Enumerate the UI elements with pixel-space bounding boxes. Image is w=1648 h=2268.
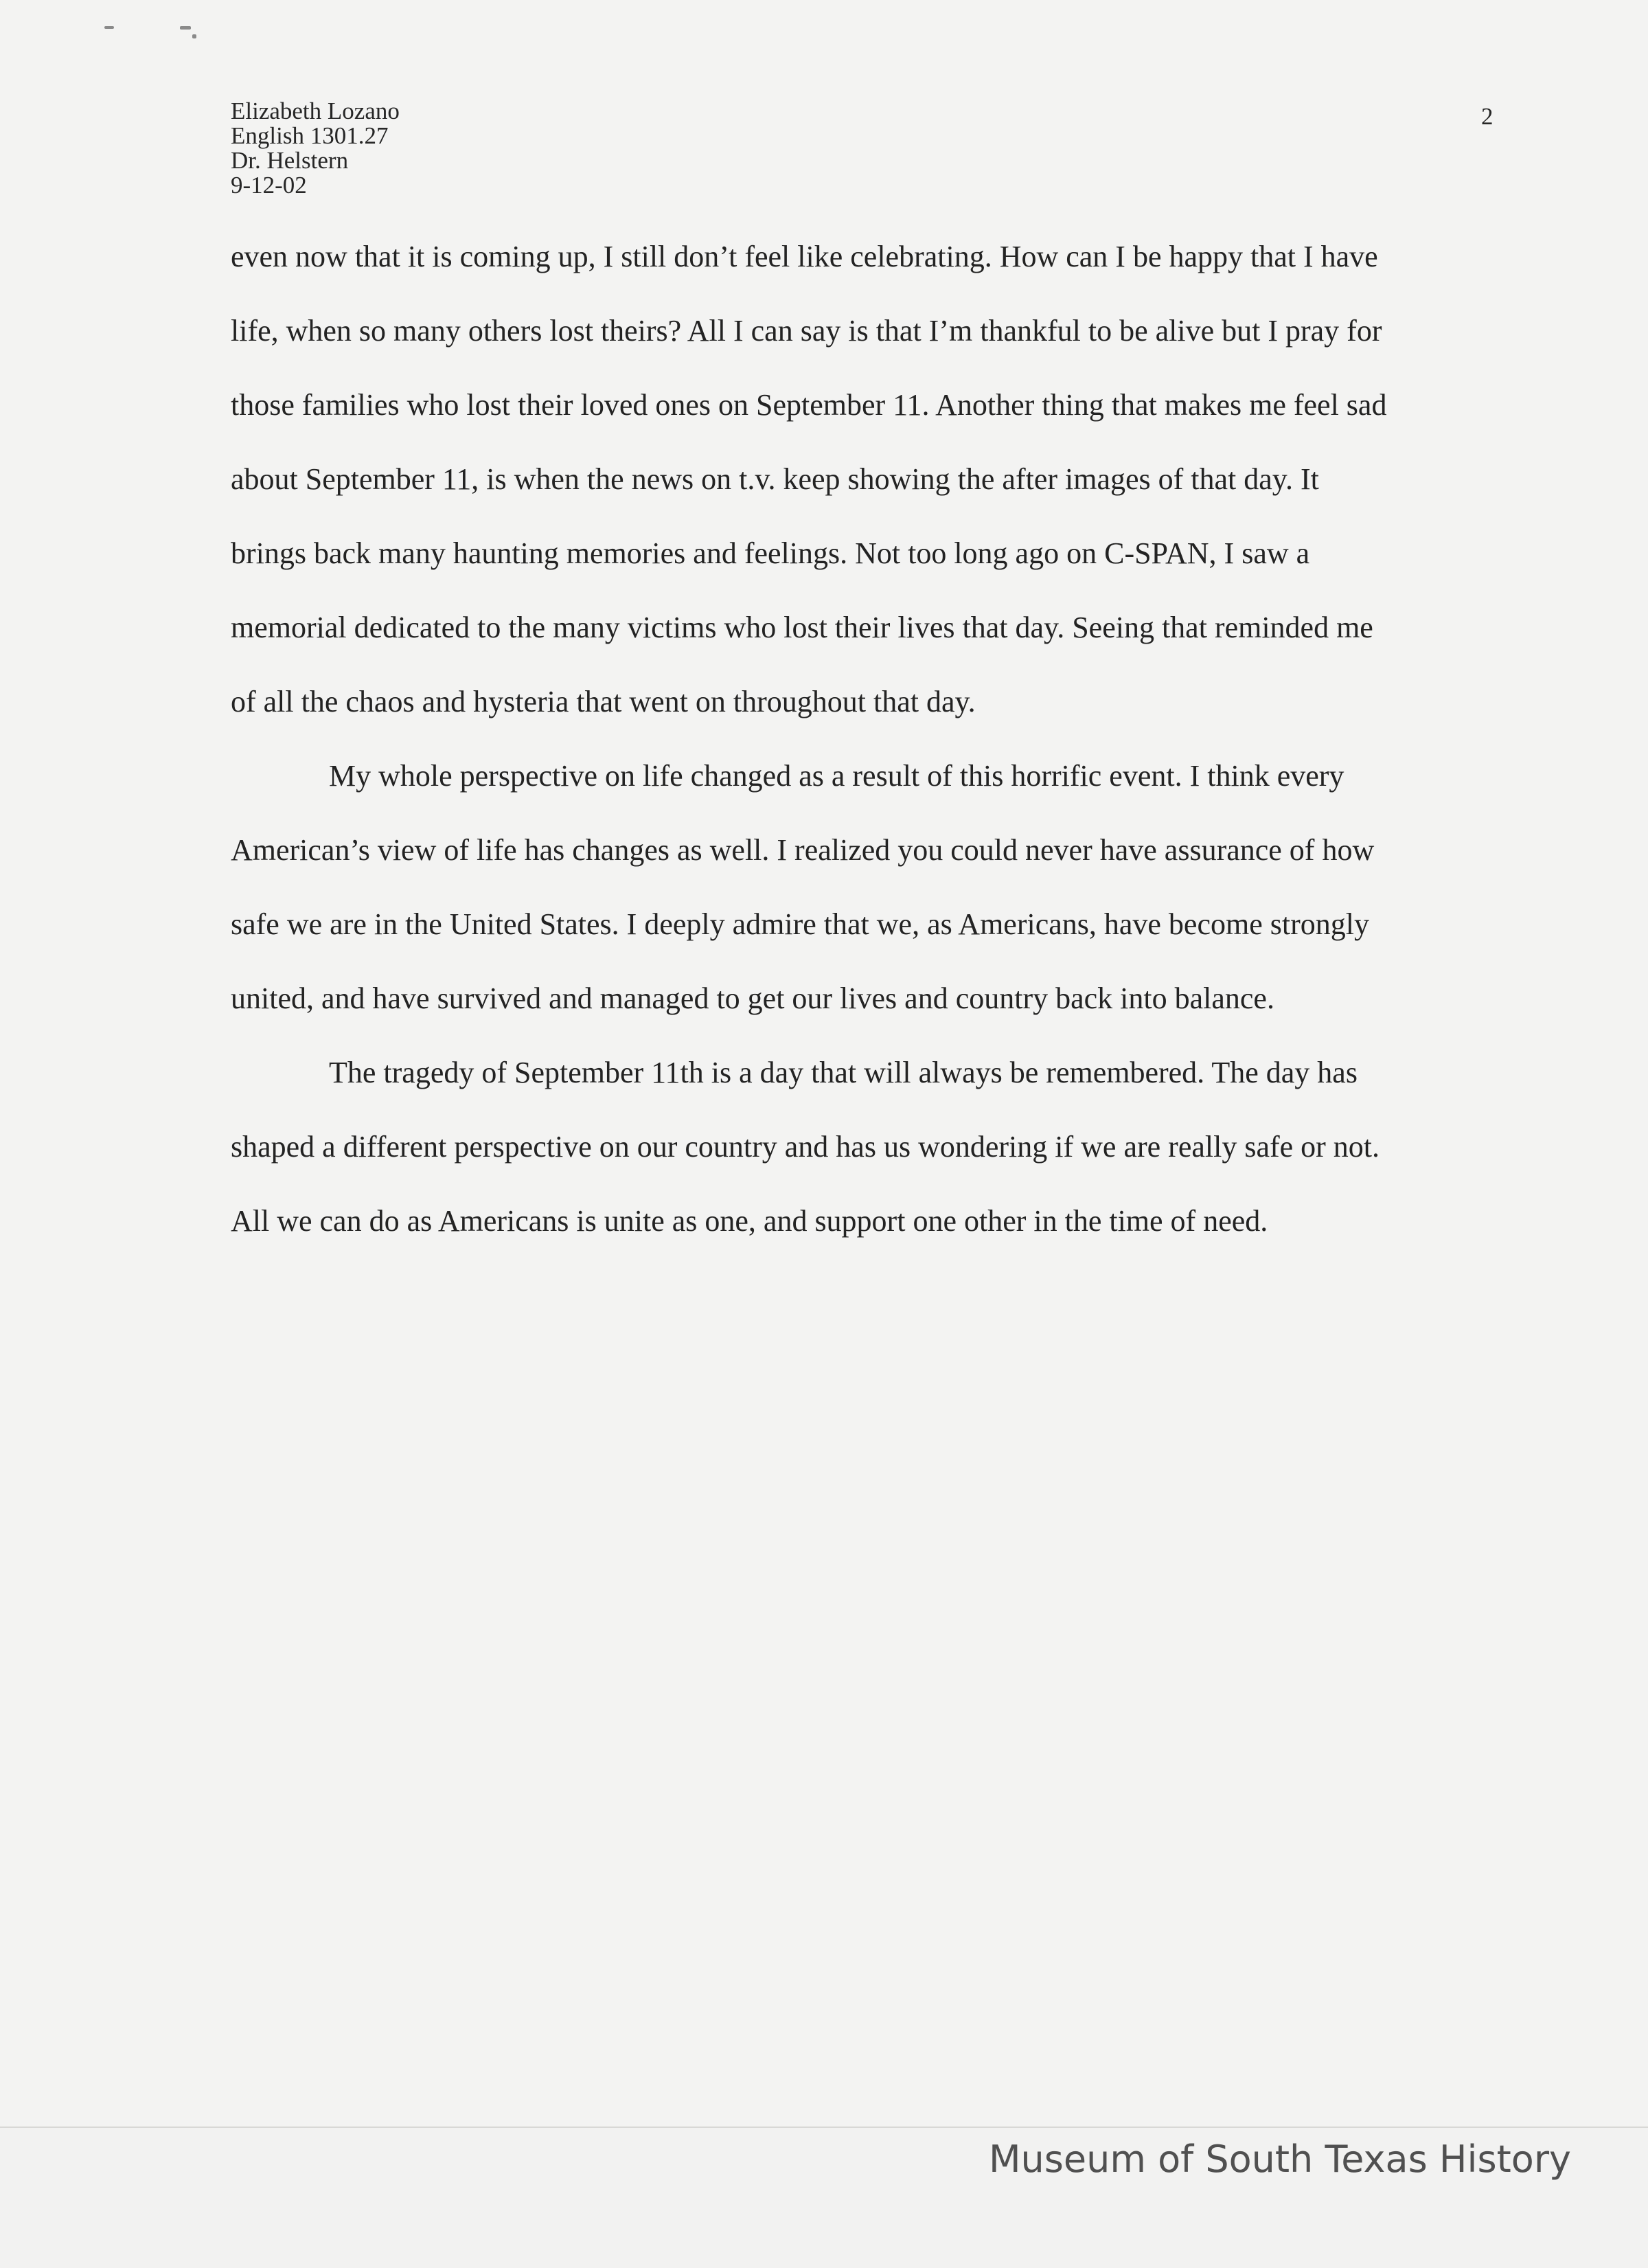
instructor-name: Dr. Helstern <box>231 147 349 174</box>
body-line: memorial dedicated to the many victims who lost their lives that day. Seeing that reminded me <box>231 611 1373 644</box>
body-line: united, and have survived and managed to get our lives and country back into balance. <box>231 982 1274 1015</box>
body-line: The tragedy of September 11th is a day that will always be remembered. The day has <box>329 1056 1358 1089</box>
course-code: English 1301.27 <box>231 122 389 149</box>
body-line: even now that it is coming up, I still don’t feel like celebrating. How can I be happy that I have <box>231 240 1378 273</box>
document-date: 9-12-02 <box>231 172 307 199</box>
document-header <box>231 99 400 198</box>
author-name: Elizabeth Lozano <box>231 98 400 124</box>
scan-speck <box>180 26 191 30</box>
page-number: 2 <box>1481 103 1494 130</box>
body-line: American’s view of life has changes as well. I realized you could never have assurance of how <box>231 833 1375 867</box>
museum-label: Museum of South Texas History <box>988 2137 1571 2181</box>
body-line: life, when so many others lost theirs? All I can say is that I’m thankful to be alive but I pray for <box>231 314 1382 348</box>
scan-speck <box>104 26 114 29</box>
body-line: My whole perspective on life changed as a result of this horrific event. I think every <box>329 759 1344 793</box>
body-line: of all the chaos and hysteria that went on throughout that day. <box>231 685 976 718</box>
body-line: safe we are in the United States. I deeply admire that we, as Americans, have become strongly <box>231 907 1369 941</box>
body-line: All we can do as Americans is unite as one, and support one other in the time of need. <box>231 1204 1268 1238</box>
scan-speck <box>192 34 196 38</box>
body-line: shaped a different perspective on our country and has us wondering if we are really safe or not. <box>231 1130 1380 1164</box>
body-line: brings back many haunting memories and feelings. Not too long ago on C-SPAN, I saw a <box>231 536 1310 570</box>
body-line: those families who lost their loved ones on September 11. Another thing that makes me feel sad <box>231 388 1387 422</box>
essay-body <box>231 220 1494 1258</box>
body-line: about September 11, is when the news on t.v. keep showing the after images of that day. It <box>231 462 1319 496</box>
